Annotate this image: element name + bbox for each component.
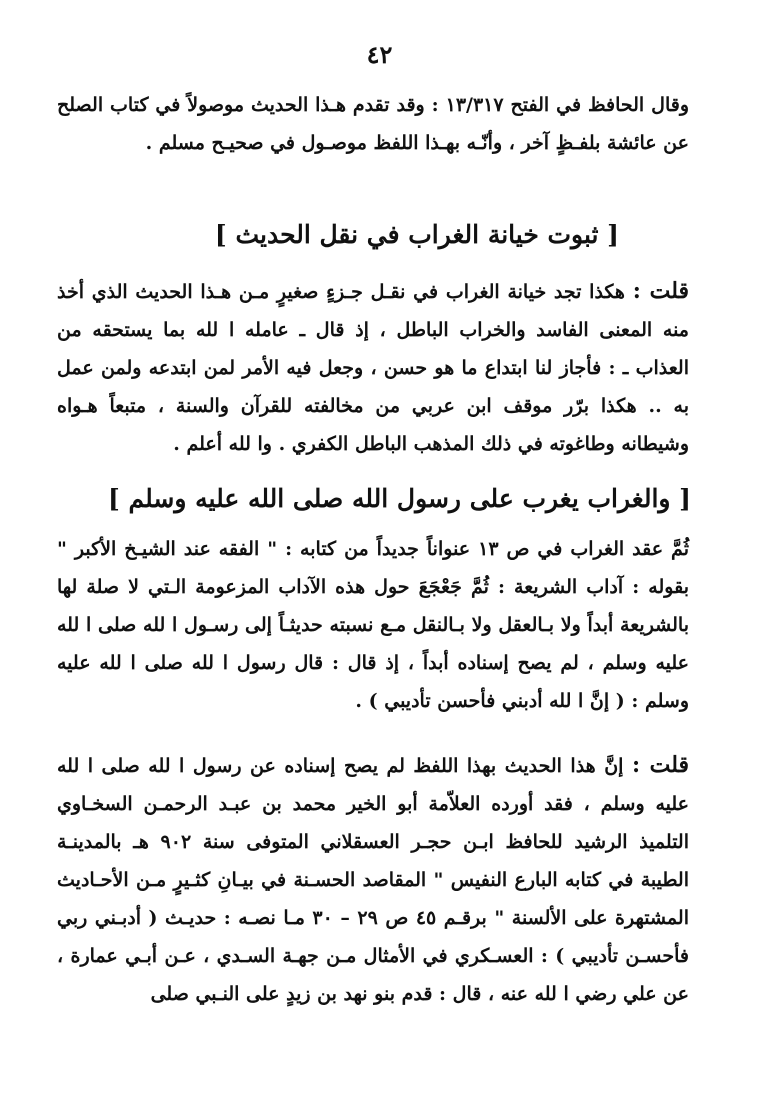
- paragraph-qult-2-text: إنَّ هذا الحديث بهذا اللفظ لم يصح إسناده عن رسول ا لله صلى ا لله عليه وسلم ، فقد أورده العلاّمة أبو الخير محمد بن عبـد الرحمـن السخـاوي التلميذ الرشيد للحافظ ابـن حجـر العسقلاني المتوفى سنة ٩٠٢ هـ بالمدينـة الطيبة في كتابه البارع النفيس " المقاصد الحسـنة في بيـانِ كثـيرٍ مـن الأحـاديث المشتهرة على الألسنة " برقـم ٤٥ ص ٢٩ – ٣٠ مـا نصـه : حديـث ( أدبـني ربي فأحسـن تأديبي ) : العسـكري في الأمثال مـن جهـة السـدي ، عـن أبـي عمارة ، عن علي رضي ا لله عنه ، قال : قدم بنو نهد بن زيدٍ على النـبي صلى: [57, 755, 689, 1005]
- paragraph-hafiz-quote: وقال الحافظ في الفتح ١٣/٣١٧ : وقد تقدم هـذا الحديث موصولاً في كتاب الصلح عن عائشة بلفـظٍ آخر ، وأنّـه بهـذا اللفظ موصـول في صحيـح مسلم .: [57, 94, 689, 154]
- page-number: ٤٢: [366, 40, 393, 69]
- qult-label: قلت :: [631, 752, 689, 778]
- section-heading-crow-betrayal: [ ثبوت خيانة الغراب في نقل الحديث ]: [214, 220, 619, 249]
- paragraph-crow-heading: ثُمَّ عقد الغراب في ص ١٣ عنواناً جديداً من كتابه : " الفقه عند الشيـخ الأكبر " بقوله : آداب الشريعة : ثُمَّ جَعْجَعَ حول هذه الآداب المزعومة الـتي لا صلة لها بالشريعة أبداً ولا بـالعقل ولا بـالنقل مـع نسبته حديثـاً إلى رسـول ا لله صلى ا لله عليه وسلم ، لم يصح إسناده أبداً ، إذ قال : قال رسول ا لله صلى ا لله عليه وسلم : ( إنَّ ا لله أدبني فأحسن تأديبي ) .: [57, 538, 689, 712]
- paragraph-qult-1: [57, 272, 689, 463]
- paragraph-qult-1-text: هكذا تجد خيانة الغراب في نقـل جـزءٍ صغيرٍ مـن هـذا الحديث الذي أخذ منه المعنى الفاسد والخراب الباطل ، إذ قال ـ عامله ا لله بما يستحقه من العذاب ـ : فأجاز لنا ابتداع ما هو حسن ، وجعل فيه الأمر لمن ابتدعه ولمن عمل به .. هكذا برّر موقف ابن عربي من مخالفته للقرآن والسنة ، متبعاً هـواه وشيطانه وطاغوته في ذلك المذهب الباطل الكفري . وا لله أعلم .: [57, 281, 689, 455]
- section-heading-crow-lies: [ والغراب يغرب على رسول الله صلى الله عليه وسلم ]: [107, 484, 691, 513]
- paragraph-qult-2: [57, 746, 689, 1013]
- qult-label: قلت :: [632, 278, 689, 304]
